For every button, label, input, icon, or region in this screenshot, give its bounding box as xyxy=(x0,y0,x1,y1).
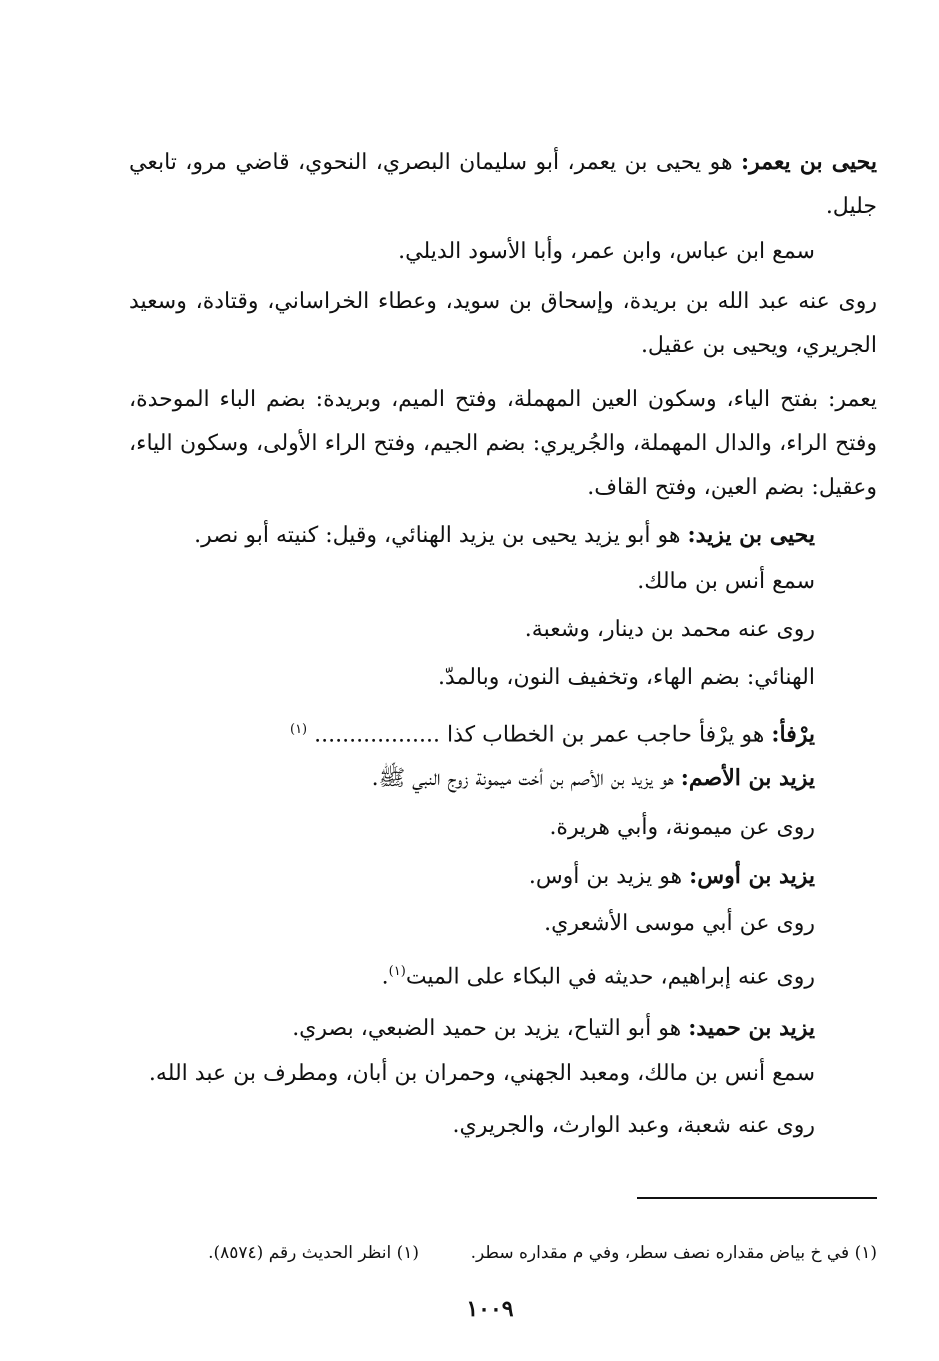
entry-text: روى عنه محمد بن دينار، وشعبة. xyxy=(524,617,815,642)
entry-line xyxy=(398,236,815,268)
footnote-separator xyxy=(637,1197,877,1199)
entry-text: سمع ابن عباس، وابن عمر، وأبا الأسود الديلي. xyxy=(398,239,815,264)
entry-text: روى عنه عبد الله بن بريدة، وإسحاق بن سويد، وعطاء الخراساني، وقتادة، وسعيد الجريري، ويحيى بن عقيل. xyxy=(129,289,877,358)
entry-text: هو أبو يزيد يحيى بن يزيد الهنائي، وقيل: كنيته أبو نصر. xyxy=(194,523,688,548)
entry-yahya-ibn-yamar xyxy=(129,140,877,229)
entry-text: هو أبو التياح، يزيد بن حميد الضبعي، بصري. xyxy=(292,1016,689,1041)
entry-text: روى عنه شعبة، وعبد الوارث، والجريري. xyxy=(452,1113,815,1138)
entry-line xyxy=(382,956,815,993)
entry-line xyxy=(637,566,815,598)
entry-text: هو يحيى بن يعمر، أبو سليمان البصري، النحوي، قاضي مرو، تابعي جليل. xyxy=(129,150,877,219)
entry-text: هو يزيد بن الأصم بن أخت ميمونة زوج النبي ﷺ. xyxy=(371,766,681,791)
entry-line xyxy=(549,812,815,844)
entry-narrators-paragraph xyxy=(129,280,877,368)
entry-text: سمع أنس بن مالك، ومعبد الجهني، وحمران بن أبان، ومطرف بن عبد الله. xyxy=(148,1061,815,1086)
footnote-left: (١) انظر الحديث رقم (٨٥٧٤). xyxy=(208,1243,419,1263)
entry-head: يحيى بن يعمر: xyxy=(740,149,878,175)
entry-text: سمع أنس بن مالك. xyxy=(637,569,815,594)
ellipsis-dots: .................. xyxy=(314,722,441,748)
page-number: ١٠٠٩ xyxy=(466,1296,514,1322)
entry-head: يحيى بن يزيد: xyxy=(687,522,815,548)
footnote-marker: (١) xyxy=(388,964,406,979)
entry-text: روى عنه إبراهيم، حديثه في البكاء على الميت xyxy=(405,964,815,990)
entry-line xyxy=(544,908,815,940)
entry-head: يزيد بن أوس: xyxy=(689,863,815,889)
entry-text: الهنائي: بضم الهاء، وتخفيف النون، وبالمدّ. xyxy=(437,665,815,690)
entry-line xyxy=(525,614,815,646)
entry-line xyxy=(453,1110,816,1142)
entry-yarfa xyxy=(290,714,815,751)
entry-vocalization-paragraph xyxy=(129,378,877,510)
entry-text: روى عن ميمونة، وأبي هريرة. xyxy=(549,815,815,840)
entry-yazid-ibn-al-asamm xyxy=(372,762,815,795)
footnote-marker: (١) xyxy=(289,722,308,737)
entry-yahya-ibn-yazid xyxy=(194,519,815,552)
entry-text: هو يزيد بن أوس. xyxy=(528,864,690,889)
footnote-right: (١) في خ بياض مقداره نصف سطر، وفي م مقداره سطر. xyxy=(470,1243,877,1263)
entry-head: يزيد بن الأصم: xyxy=(680,765,815,791)
entry-line xyxy=(438,662,815,694)
entry-line xyxy=(149,1058,815,1090)
entry-head: يرْفأ: xyxy=(771,721,815,748)
entry-head: يزيد بن حميد: xyxy=(688,1015,815,1041)
entry-tail: . xyxy=(381,964,389,990)
entry-text: يعمر: بفتح الياء، وسكون العين المهملة، وفتح الميم، وبريدة: بضم الباء الموحدة، وفتح الراء، والدال المهملة، والجُريري: بضم الجيم، وفتح الراء الأولى، وسكون الياء، وعقيل: بضم العين، وفتح القاف. xyxy=(129,387,877,500)
entry-text: روى عن أبي موسى الأشعري. xyxy=(544,911,815,936)
entry-yazid-ibn-humayd xyxy=(292,1012,815,1045)
entry-text: هو يرْفأ حاجب عمر بن الخطاب كذا xyxy=(447,722,772,748)
entry-yazid-ibn-aws xyxy=(529,860,815,893)
